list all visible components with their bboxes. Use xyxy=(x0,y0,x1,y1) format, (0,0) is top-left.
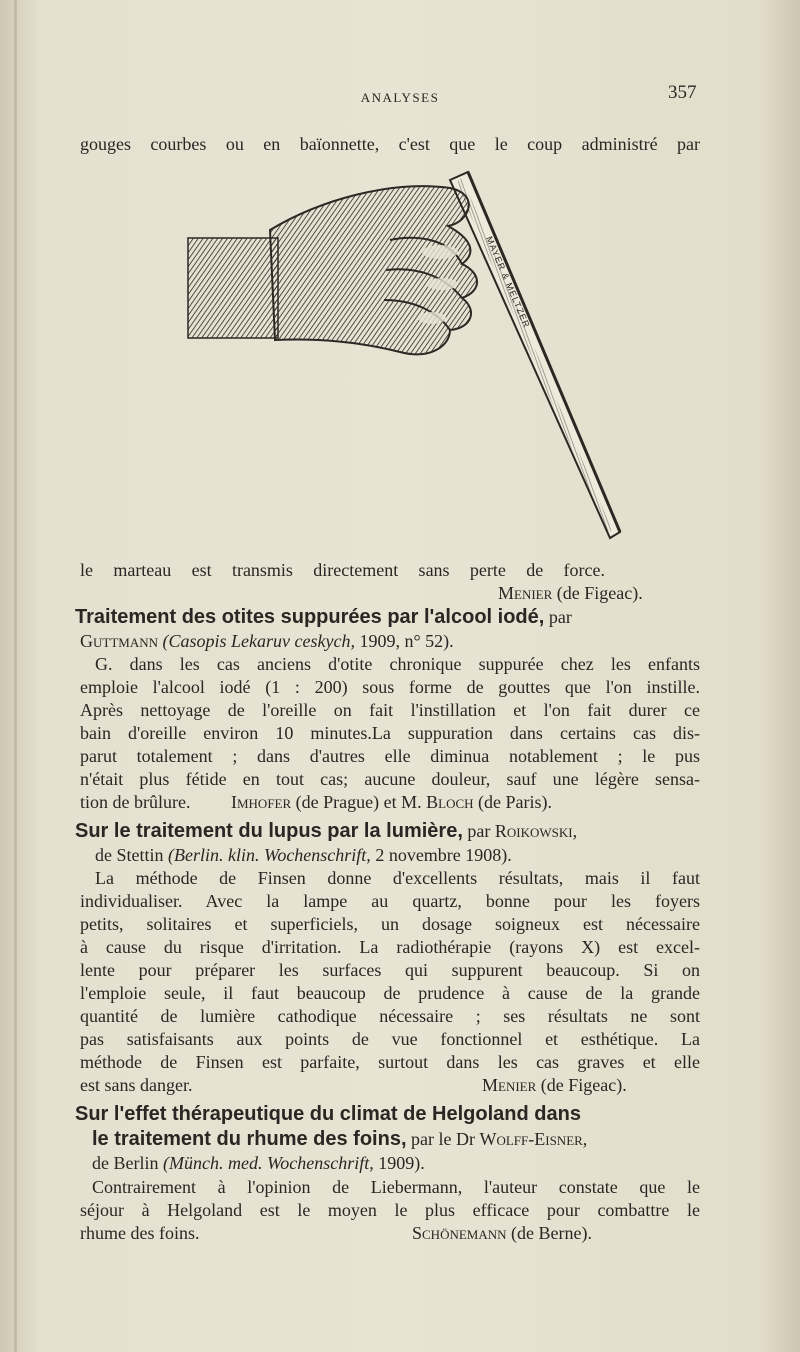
text-line: Après nettoyage de l'oreille on fait l'instillation et l'on fait durer ce xyxy=(80,700,700,720)
text-line: séjour à Helgoland est le moyen le plus efficace pour combattre le xyxy=(80,1200,700,1220)
author-name: Menier xyxy=(498,583,553,603)
text-line: G. dans les cas anciens d'otite chronique suppurée chez les enfants xyxy=(95,654,700,674)
text-line: emploie l'alcool iodé (1 : 200) sous forme de gouttes que l'on instille. xyxy=(80,677,700,697)
article-reference: Guttmann (Casopis Lekaruv ceskych, 1909, n° 52). xyxy=(80,631,454,651)
article-title: Sur le traitement du lupus par la lumière, xyxy=(75,820,463,842)
article-title: Traitement des otites suppurées par l'alcool iodé, xyxy=(75,606,545,628)
text-line: tion de brûlure. Imhofer (de Prague) et M. Bloch (de Paris). xyxy=(80,792,553,812)
gouge-engraving: MAYER & MELTZER xyxy=(484,234,532,330)
text-line: rhume des foins. xyxy=(80,1223,200,1243)
text-line: quantité de lumière cathodique nécessaire ; ses résultats ne sont xyxy=(80,1006,700,1026)
running-head: ANALYSES xyxy=(360,90,440,105)
text-line: La méthode de Finsen donne d'excellents résultats, mais il faut xyxy=(95,868,700,888)
text-line: pas satisfaisants aux points de vue fonctionnel et esthétique. La xyxy=(80,1029,700,1049)
text-line: bain d'oreille environ 10 minutes.La suppuration dans certains cas dis- xyxy=(80,723,700,743)
page-number: 357 xyxy=(668,82,697,103)
author-name: Wolff-Eisner, xyxy=(479,1129,588,1149)
text-line: méthode de Finsen est parfaite, surtout dans les cas graves et elle xyxy=(80,1052,700,1072)
text-line: parut totalement ; dans d'autres elle diminua notablement ; le pus xyxy=(80,746,700,766)
text-line: petits, solitaires et superficiels, un dosage soigneux est nécessaire xyxy=(80,914,700,934)
author-name: Menier xyxy=(482,1075,537,1095)
text-line: lente pour préparer les surfaces qui suppurent beaucoup. Si on xyxy=(80,960,700,980)
text-line: le marteau est transmis directement sans perte de force. xyxy=(80,560,605,580)
text-line: est sans danger. xyxy=(80,1075,193,1095)
signature-line: Menier (de Figeac). xyxy=(498,583,643,603)
signature-line: Schönemann (de Berne). xyxy=(412,1223,592,1243)
figure-hand-holding-gouge xyxy=(150,160,630,550)
article-title: le traitement du rhume des foins, xyxy=(92,1128,407,1150)
article-heading xyxy=(75,1103,581,1126)
signature-line: Menier (de Figeac). xyxy=(482,1075,627,1095)
gloved-hand xyxy=(270,186,477,354)
text-line: à cause du risque d'irritation. La radiothérapie (rayons X) est excel- xyxy=(80,937,700,957)
author-name: Bloch xyxy=(426,792,474,812)
author-name: Guttmann xyxy=(80,631,158,651)
text-line: n'était plus fétide en tout cas; aucune douleur, sauf une légère sensa- xyxy=(80,769,700,789)
text-line: Contrairement à l'opinion de Liebermann, l'auteur constate que le xyxy=(92,1177,700,1197)
article-heading: Sur le traitement du lupus par la lumière, par Roikowski, xyxy=(75,820,578,842)
article-reference: de Stettin (Berlin. klin. Wochenschrift, 2 novembre 1908). xyxy=(95,845,512,865)
page-gutter-shadow xyxy=(14,0,17,1352)
article-reference: de Berlin (Münch. med. Wochenschrift, 1909). xyxy=(92,1153,425,1173)
article-heading: le traitement du rhume des foins, par le Dr Wolff-Eisner, xyxy=(92,1128,588,1150)
article-heading: Traitement des otites suppurées par l'alcool iodé, par xyxy=(75,606,572,628)
article-title: Sur l'effet thérapeutique du climat de Helgoland dans xyxy=(75,1103,581,1125)
text-line: l'emploie seule, il faut beaucoup de prudence à cause de la grande xyxy=(80,983,700,1003)
sleeve-cuff xyxy=(188,238,278,338)
author-name: Roikowski, xyxy=(494,821,578,841)
text-line: gouges courbes ou en baïonnette, c'est que le coup administré par xyxy=(80,134,700,154)
author-name: Imhofer xyxy=(230,792,292,812)
author-name: Schönemann xyxy=(412,1223,507,1243)
text-line: individualiser. Avec la lampe au quartz, bonne pour les foyers xyxy=(80,891,700,911)
